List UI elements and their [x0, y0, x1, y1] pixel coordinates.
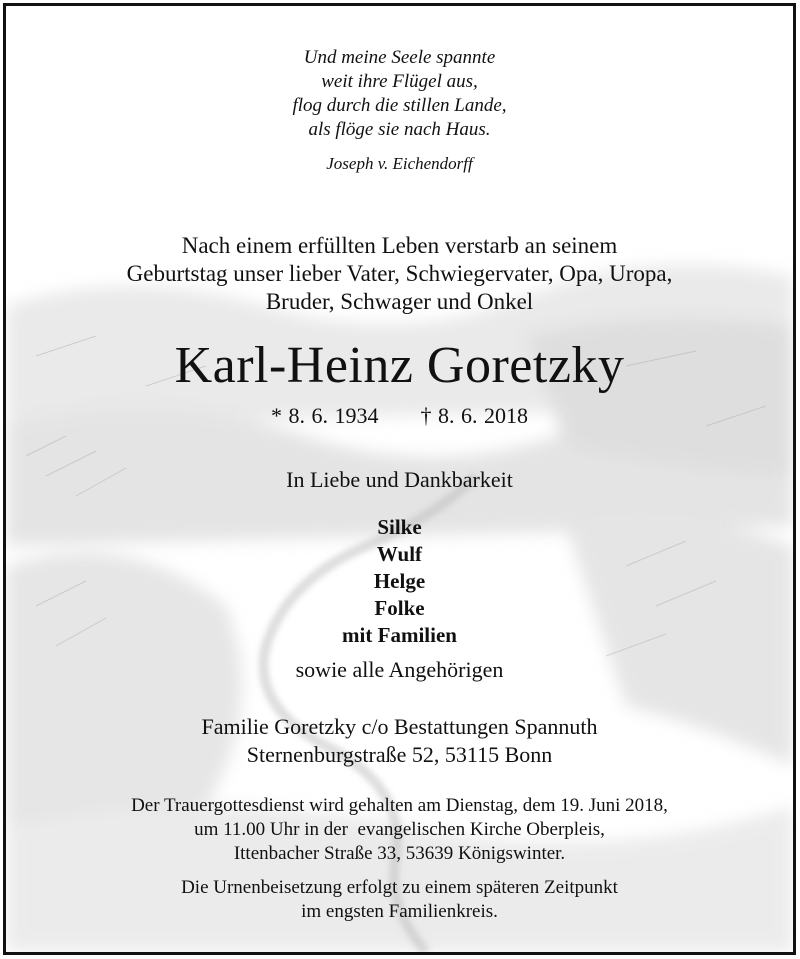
deceased-name: Karl-Heinz Goretzky — [174, 337, 625, 394]
funeral-service-info — [6, 794, 793, 866]
address-line: Sternenburgstraße 52, 53115 Bonn — [246, 742, 553, 767]
death-date: † 8. 6. 2018 — [420, 403, 528, 428]
family-member: Wulf — [376, 542, 423, 566]
urn-line: im engsten Familienkreis. — [301, 901, 498, 922]
urn-burial-info — [6, 876, 793, 924]
service-line: Der Trauergottesdienst wird gehalten am Dienstag, dem 19. Juni 2018, — [131, 795, 668, 816]
family-member: Silke — [377, 515, 422, 539]
service-line: um 11.00 Uhr in der evangelischen Kirche Oberpleis, — [194, 819, 605, 840]
family-address — [6, 713, 793, 769]
poem-author: Joseph v. Eichendorff — [326, 154, 473, 173]
address-line: Familie Goretzky c/o Bestattungen Spannuth — [201, 714, 598, 739]
intro-line: Nach einem erfüllten Leben verstarb an seinem — [181, 233, 618, 258]
intro-text — [6, 232, 793, 316]
birth-date: * 8. 6. 1934 — [271, 403, 379, 428]
family-member: Folke — [374, 596, 425, 620]
obituary-notice — [3, 3, 796, 955]
gratitude-text: In Liebe und Dankbarkeit — [286, 467, 513, 492]
relatives-text: sowie alle Angehörigen — [295, 657, 504, 682]
service-line: Ittenbacher Straße 33, 53639 Königswinter. — [233, 843, 566, 864]
family-member: mit Familien — [342, 623, 457, 647]
intro-line: Bruder, Schwager und Onkel — [265, 289, 534, 314]
urn-line: Die Urnenbeisetzung erfolgt zu einem späteren Zeitpunkt — [181, 877, 618, 898]
poem-line: weit ihre Flügel aus, — [321, 71, 478, 92]
life-dates — [6, 403, 793, 429]
family-member: Helge — [373, 569, 426, 593]
family-list — [6, 514, 793, 649]
poem-line: Und meine Seele spannte — [303, 47, 496, 68]
poem-quote — [6, 46, 793, 142]
poem-line: als flöge sie nach Haus. — [308, 119, 491, 140]
poem-line: flog durch die stillen Lande, — [292, 95, 507, 116]
intro-line: Geburtstag unser lieber Vater, Schwiegervater, Opa, Uropa, — [126, 261, 673, 286]
